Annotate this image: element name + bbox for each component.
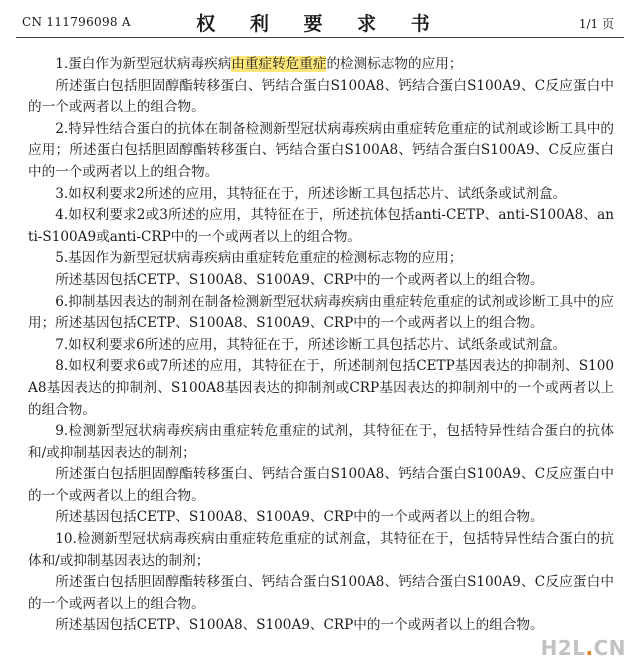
- claim-paragraph: 3.如权利要求2所述的应用，其特征在于，所述诊断工具包括芯片、试纸条或试剂盒。: [55, 185, 567, 202]
- claim-paragraph: 8.如权利要求6或7所述的应用，其特征在于，所述制剂包括CETP基因表达的抑制剂、S100A8基因表达的抑制剂、S100A8基因表达的抑制剂或CRP基因表达的抑制剂中的一个或两者以上的组合物。: [28, 358, 614, 418]
- claim-paragraph: 2.特异性结合蛋白的抗体在制备检测新型冠状病毒疾病由重症转危重症的试剂或诊断工具中的应用；所述蛋白包括胆固醇酯转移蛋白、钙结合蛋白S100A8、钙结合蛋白S100A9、C反应蛋白中的一个或两者以上的组合物。: [28, 120, 614, 180]
- claim-paragraph: 4.如权利要求2或3所述的应用，其特征在于，所述抗体包括anti-CETP、anti-S100A8、anti-S100A9或anti-CRP中的一个或两者以上的组合物。: [28, 207, 614, 245]
- claim-paragraph: 所述蛋白包括胆固醇酯转移蛋白、钙结合蛋白S100A8、钙结合蛋白S100A9、C反应蛋白中的一个或两者以上的组合物。: [28, 466, 614, 504]
- claim-paragraph: 所述基因包括CETP、S100A8、S100A9、CRP中的一个或两者以上的组合物。: [55, 271, 544, 288]
- claim-paragraph: 9.检测新型冠状病毒疾病由重症转危重症的试剂，其特征在于，包括特异性结合蛋白的抗体和/或抑制基因表达的制剂；: [28, 423, 614, 461]
- claim-paragraph: 10.检测新型冠状病毒疾病由重症转危重症的试剂盒，其特征在于，包括特异性结合蛋白的抗体和/或抑制基因表达的制剂；: [28, 531, 614, 569]
- claims-body: [28, 54, 614, 637]
- claim-paragraph: 7.如权利要求6所述的应用，其特征在于，所述诊断工具包括芯片、试纸条或试剂盒。: [55, 336, 567, 353]
- watermark-dot: .: [585, 636, 594, 660]
- claim-paragraph: 所述基因包括CETP、S100A8、S100A9、CRP中的一个或两者以上的组合物。: [55, 509, 544, 526]
- site-watermark-logo: [541, 636, 626, 660]
- claim-paragraph: 所述蛋白包括胆固醇酯转移蛋白、钙结合蛋白S100A8、钙结合蛋白S100A9、C反应蛋白中的一个或两者以上的组合物。: [28, 574, 614, 612]
- claim-paragraph: 6.抑制基因表达的制剂在制备检测新型冠状病毒疾病由重症转危重症的试剂或诊断工具中的应用；所述基因包括CETP、S100A8、S100A9、CRP中的一个或两者以上的组合物。: [28, 293, 614, 332]
- claim-text: 的检测标志物的应用；: [326, 56, 463, 72]
- claim-paragraph: 所述蛋白包括胆固醇酯转移蛋白、钙结合蛋白S100A8、钙结合蛋白S100A9、C反应蛋白中的一个或两者以上的组合物。: [28, 77, 614, 116]
- page-header: [0, 0, 640, 40]
- claim-paragraph: 5.基因作为新型冠状病毒疾病由重症转危重症的检测标志物的应用；: [55, 250, 463, 267]
- watermark-text: CN: [593, 636, 626, 660]
- claim-paragraph: 所述基因包括CETP、S100A8、S100A9、CRP中的一个或两者以上的组合物。: [55, 617, 544, 634]
- watermark-text: H2L: [540, 636, 586, 660]
- publication-number: CN 111796098 A: [22, 15, 131, 29]
- header-divider: [16, 37, 624, 38]
- claim-paragraph: [28, 54, 614, 76]
- document-title: 权 利 要 求 书: [196, 13, 444, 35]
- highlighted-phrase: 由重症转危重症: [231, 56, 327, 72]
- claim-text: 1.蛋白作为新型冠状病毒疾病: [55, 56, 232, 72]
- page-number: 1/1 页: [578, 17, 614, 31]
